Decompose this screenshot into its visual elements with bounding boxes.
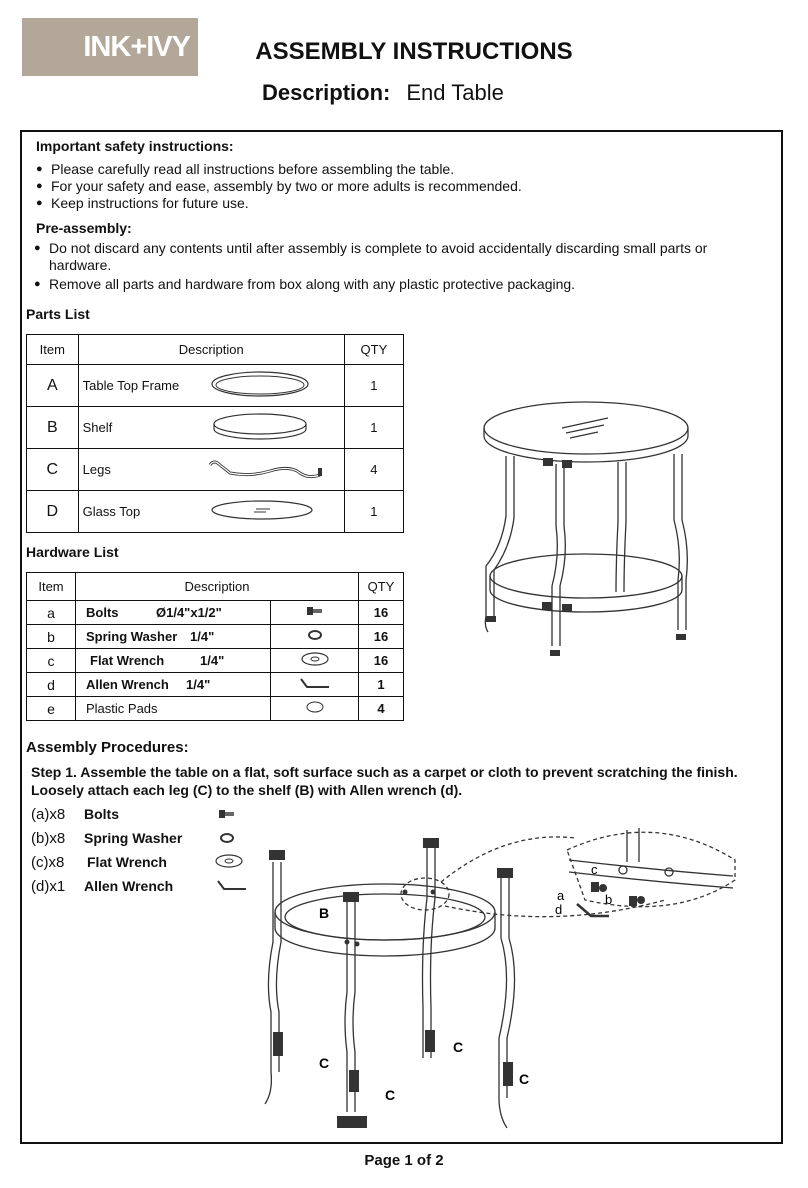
table-row [27,407,404,449]
hw-item: a [27,601,76,625]
hw-size: 1/4" [186,677,211,692]
callout-c: c [591,862,598,877]
brand-logo: INK+IVY [22,18,198,76]
hw-qty: 16 [359,601,404,625]
hw-used-qty: (c)x8 [31,854,65,871]
hw-image [271,649,359,673]
part-qty: 4 [344,449,403,491]
callout-b: b [605,892,613,907]
safety-item: ● Keep instructions for future use. [51,195,249,212]
hw-used-name: Allen Wrench [84,878,174,894]
hw-name: Bolts [86,605,119,620]
hw-image [271,697,359,721]
part-item: B [27,407,79,449]
bolt-icon [305,605,325,617]
hw-image [271,625,359,649]
part-desc: Table Top Frame [78,365,186,407]
table-row [27,601,404,625]
hw-qty: 1 [359,673,404,697]
end-table-illustration [470,400,710,662]
hardware-heading: Hardware List [26,544,119,560]
col-description: Description [78,335,344,365]
part-qty: 1 [344,407,403,449]
hw-used-qty: (d)x1 [31,878,66,895]
hw-desc [76,673,271,697]
glass-top-icon [190,491,340,529]
part-item: A [27,365,79,407]
bolt-icon [217,808,237,820]
hw-image [271,601,359,625]
flat-washer-icon [300,652,330,666]
table-row [27,625,404,649]
hw-size: 1/4" [200,653,225,668]
hw-size: 1/4" [190,629,215,644]
table-row [27,491,404,533]
callout-C: C [519,1071,530,1087]
hw-item: c [27,649,76,673]
hw-desc [76,625,271,649]
leg-icon [190,449,340,487]
hw-name: Flat Wrench [90,653,165,668]
hw-used-name: Spring Washer [84,830,183,846]
hw-name: Plastic Pads [86,701,158,716]
hw-desc [76,697,271,721]
preassembly-item: ● Do not discard any contents until after assembly is complete to avoid accidentally discarding small parts or hardware. [49,240,749,274]
hw-desc [76,601,271,625]
callout-C: C [385,1087,396,1103]
list-item [31,830,261,854]
safety-item: ● For your safety and ease, assembly by two or more adults is recommended. [51,178,522,195]
hw-desc [76,649,271,673]
description-line [262,80,504,106]
hw-qty: 16 [359,649,404,673]
page-footer: Page 1 of 2 [364,1152,444,1169]
callout-C: C [319,1055,330,1071]
part-image [186,365,345,407]
col-item: Item [27,335,79,365]
step1-diagram [255,820,755,1138]
preassembly-item: ● Remove all parts and hardware from box along with any plastic protective packaging. [49,276,575,293]
part-qty: 1 [344,491,403,533]
part-desc: Glass Top [78,491,186,533]
shelf-icon [190,407,340,445]
col-description: Description [76,573,359,601]
hw-item: b [27,625,76,649]
step1-hardware-list [31,806,261,902]
parts-table [26,334,404,533]
hw-used-name: Bolts [84,806,119,822]
part-desc: Legs [78,449,186,491]
callout-a: a [557,888,565,903]
part-image [186,407,345,449]
part-desc: Shelf [78,407,186,449]
preassembly-heading: Pre-assembly: [36,220,132,236]
hw-used-qty: (a)x8 [31,806,66,823]
table-row [27,673,404,697]
hw-qty: 4 [359,697,404,721]
list-item [31,806,261,830]
spring-washer-icon [217,832,237,844]
hardware-table [26,572,404,721]
table-row [27,697,404,721]
hw-image [271,673,359,697]
parts-heading: Parts List [26,306,90,322]
part-image [186,449,345,491]
list-item [31,878,261,902]
safety-item: ● Please carefully read all instructions before assembling the table. [51,161,454,178]
step1-line2: Loosely attach each leg (C) to the shelf (B) with Allen wrench (d). [31,782,463,798]
description-label: Description: [262,80,391,105]
hw-used-qty: (b)x8 [31,830,66,847]
col-item: Item [27,573,76,601]
part-image [186,491,345,533]
table-top-frame-icon [190,365,340,403]
parts-header-row [27,335,404,365]
callout-d: d [555,902,563,917]
procedures-heading: Assembly Procedures: [26,739,189,756]
table-row [27,649,404,673]
spring-washer-icon [305,629,325,641]
plastic-pad-icon [305,701,325,713]
step1-line1: Step 1. Assemble the table on a flat, soft surface such as a carpet or cloth to prevent scratching the finish. [31,764,738,780]
hw-size: Ø1/4"x1/2" [156,605,222,620]
callout-B: B [319,905,330,921]
table-row [27,449,404,491]
part-qty: 1 [344,365,403,407]
hw-item: d [27,673,76,697]
hw-name: Allen Wrench [86,677,169,692]
description-value: End Table [406,80,504,105]
col-qty: QTY [344,335,403,365]
list-item [31,854,261,878]
flat-washer-icon [214,854,244,868]
safety-heading: Important safety instructions: [36,138,234,154]
hw-name: Spring Washer [86,629,178,644]
callout-C: C [453,1039,464,1055]
col-qty: QTY [359,573,404,601]
part-item: C [27,449,79,491]
hw-used-name: Flat Wrench [87,854,167,870]
allen-wrench-icon [214,878,250,892]
hardware-header-row [27,573,404,601]
table-row [27,365,404,407]
hw-item: e [27,697,76,721]
page-title: ASSEMBLY INSTRUCTIONS [255,38,573,65]
part-item: D [27,491,79,533]
hw-qty: 16 [359,625,404,649]
allen-wrench-icon [297,676,333,690]
